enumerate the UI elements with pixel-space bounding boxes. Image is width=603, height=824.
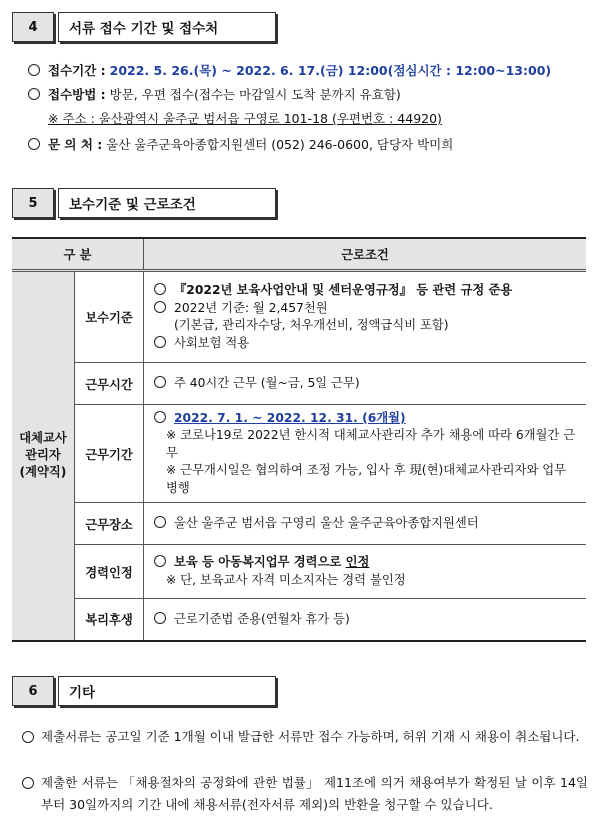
pay-line-3: (기본급, 관리자수당, 처우개선비, 정액급식비 포함) [174,318,449,332]
place-line-1: 울산 울주군 범서읍 구영리 울산 울주군육아종합지원센터 [174,515,479,530]
circle-bullet-icon [154,612,166,624]
section-number: 6 [12,676,54,706]
circle-bullet-icon [154,283,166,295]
welfare-content [144,599,587,641]
inquiry-value: 울산 울주군육아종합지원센터 (052) 246-0600, 담당자 박미희 [106,137,454,152]
welfare-line-1: 근로기준법 준용(연월차 휴가 등) [174,611,350,626]
method-label: 접수방법 : [48,87,106,102]
section-title: 기타 [58,676,276,706]
header-category: 구 분 [12,238,144,271]
circle-bullet-icon [22,777,34,789]
career-line-1-text: 보육 등 아동복지업무 경력으로 [174,555,346,569]
circle-bullet-icon [28,88,40,100]
row-label: 보수기준 [75,271,144,363]
circle-bullet-icon [154,376,166,388]
method-line [28,86,401,104]
term-note-1: ※ 코로나19로 2022년 한시적 대체교사관리자 추가 채용에 따라 6개월간 근무 [166,428,576,460]
career-line-1-emph: 인정 [345,555,370,569]
inquiry-label: 문 의 처 : [48,137,103,152]
row-label: 근무시간 [75,363,144,405]
circle-bullet-icon [28,64,40,76]
work-conditions-table [12,237,586,642]
circle-bullet-icon [22,731,34,743]
circle-bullet-icon [154,301,166,313]
other-item-2 [22,772,588,816]
category-cell: 대체교사 관리자 (계약직) [12,271,75,641]
pay-line-4-text: 사회보험 적용 [174,335,250,350]
pay-line-2-text: 2022년 기준: 월 2,457천원 [174,300,328,315]
term-line-1 [154,410,578,428]
table-row [12,405,586,503]
row-label: 근무기간 [75,405,144,503]
circle-bullet-icon [154,555,166,567]
table-row [12,271,586,363]
other-item-1 [22,726,588,748]
table-header-row [12,238,586,271]
term-content [144,405,587,503]
period-value: 2022. 5. 26.(목) ~ 2022. 6. 17.(금) 12:00(점심시간 : 12:00~13:00) [109,63,552,78]
method-value: 방문, 우편 접수(접수는 마감일시 도착 분까지 유효함) [109,87,401,102]
period-line [28,62,551,80]
table-row [12,363,586,405]
circle-bullet-icon [154,411,166,423]
pay-line-2 [154,300,578,318]
pay-line-1 [154,282,578,300]
circle-bullet-icon [154,336,166,348]
term-note-2: ※ 근무개시일은 협의하여 조정 가능, 입사 후 現(현)대체교사관리자와 업무 병행 [166,463,566,495]
term-period: 2022. 7. 1. ~ 2022. 12. 31. (6개월) [174,410,406,425]
pay-line-4 [154,335,578,353]
inquiry-line [28,136,453,154]
address-note: ※ 주소 : 울산광역시 울주군 범서읍 구영로 101-18 (우편번호 : 44920) [48,111,442,126]
hours-line-1: 주 40시간 근무 (월~금, 5일 근무) [174,375,360,390]
row-label: 근무장소 [75,503,144,545]
place-content [144,503,587,545]
pay-line-1-text: 『2022년 보육사업안내 및 센터운영규정』 등 관련 규정 준용 [174,283,513,297]
section-title: 서류 접수 기간 및 접수처 [58,12,276,42]
career-line-1 [154,554,578,572]
period-label: 접수기간 : [48,63,106,78]
table-row [12,503,586,545]
section-number: 5 [12,188,54,218]
section-number: 4 [12,12,54,42]
career-note-1: ※ 단, 보육교사 자격 미소지자는 경력 불인정 [166,572,406,587]
table-row [12,599,586,641]
career-content [144,545,587,599]
circle-bullet-icon [154,516,166,528]
section-title: 보수기준 및 근로조건 [58,188,276,218]
table-row [12,545,586,599]
header-conditions: 근로조건 [144,238,587,271]
row-label: 복리후생 [75,599,144,641]
circle-bullet-icon [28,138,40,150]
hours-content [144,363,587,405]
other-item-1-text: 제출서류는 공고일 기준 1개월 이내 발급한 서류만 접수 가능하며, 허위 기재 시 채용이 취소됩니다. [41,729,580,744]
other-item-2-text: 제출한 서류는 「채용절차의 공정화에 관한 법률」 제11조에 의거 채용여부가 확정된 날 이후 14일부터 30일까지의 기간 내에 채용서류(전자서류 제외)의 반환을 청구할 수 있습니다. [41,775,588,812]
pay-content [144,271,587,363]
row-label: 경력인정 [75,545,144,599]
